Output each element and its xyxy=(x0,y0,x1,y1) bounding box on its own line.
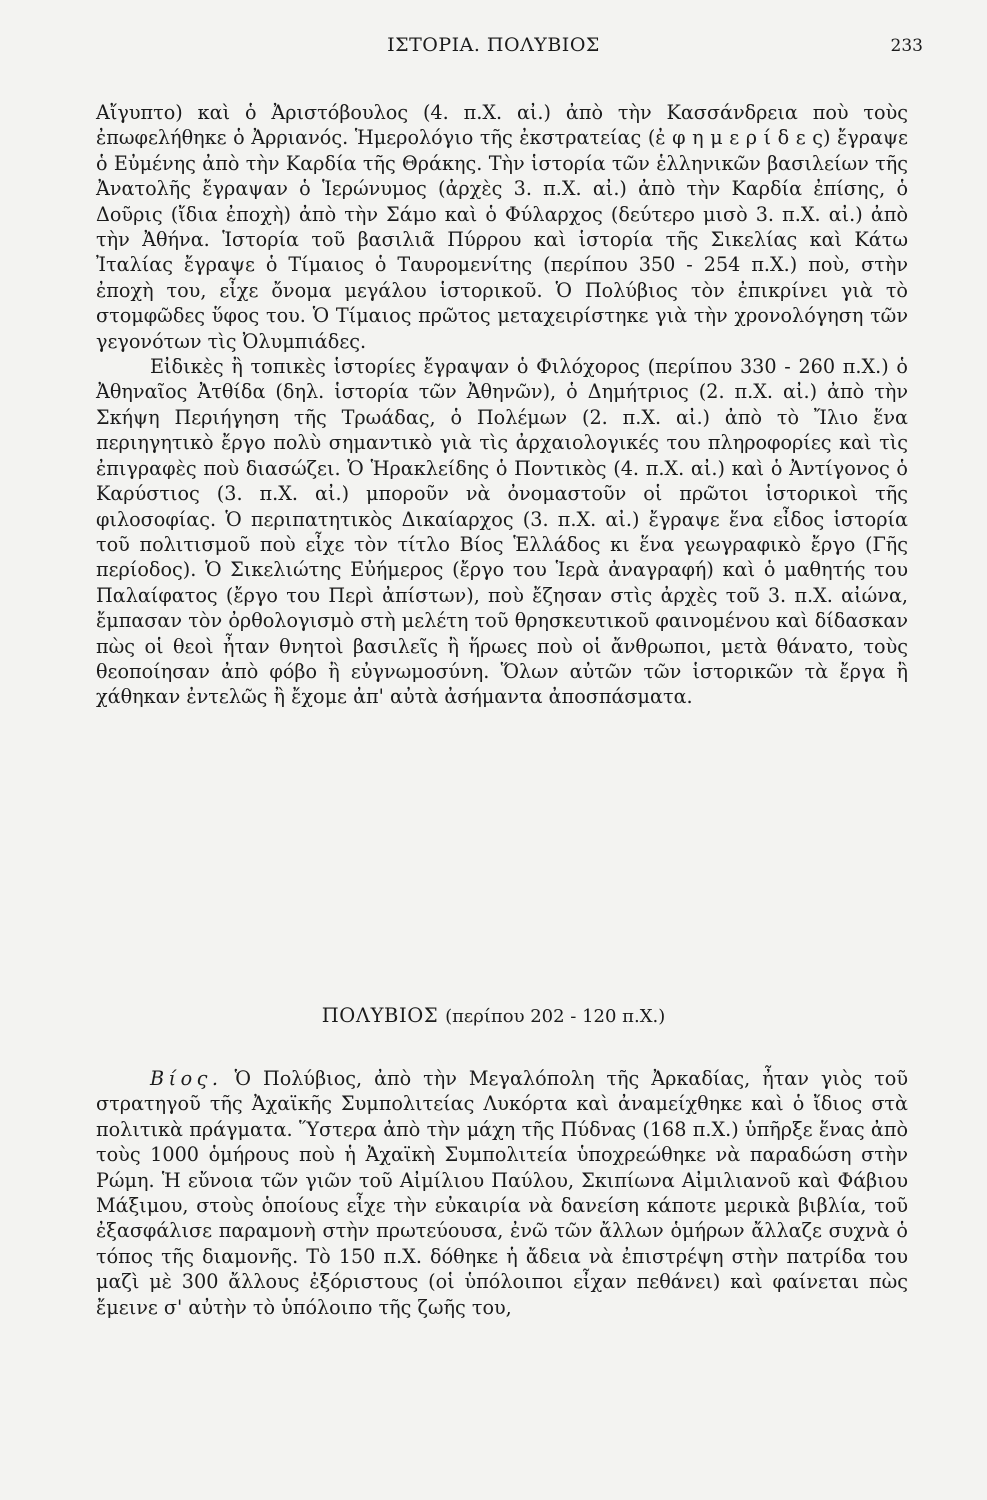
paragraph-3-text: Ὁ Πολύβιος, ἀπὸ τὴν Μεγαλόπολη τῆς Ἀρκαδίας, ἦταν γιὸς τοῦ στρατηγοῦ τῆς Ἀχαϊκῆς Συμπολιτείας Λυκόρτα καὶ ἀναμείχθηκε καὶ ὁ ἴδιος στὰ πολιτικὰ πράγματα. Ὕστερα ἀπὸ τὴν μάχη τῆς Πύδνας (168 π.Χ.) ὑπῆρξε ἕνας ἀπὸ τοὺς 1000 ὁμήρους ποὺ ἡ Ἀχαϊκὴ Συμπολιτεία ὑποχρεώθηκε νὰ παραδώση στὴν Ρώμη. Ἡ εὔνοια τῶν γιῶν τοῦ Αἰμίλιου Παύλου, Σκιπίωνα Αἰμιλιανοῦ καὶ Φάβιου Μάξιμου, στοὺς ὁποίους εἶχε τὴν εὐκαιρία νὰ δανείση κάποτε μερικὰ βιβλία, τοῦ ἐξασφάλισε παραμονὴ στὴν πρωτεύουσα, ἐνῶ τῶν ἄλλων ὁμήρων ἄλλαζε συχνὰ ὁ τόπος τῆς διαμονῆς. Τὸ 150 π.Χ. δόθηκε ἡ ἄδεια νὰ ἐπιστρέψη στὴν πατρίδα του μαζὶ μὲ 300 ἄλλους ἐξόριστους (οἱ ὑπόλοιποι εἶχαν πεθάνει) καὶ φαίνεται πὼς ἔμεινε σ' αὐτὴν τὸ ὑπόλοιπο τῆς ζωῆς του, xyxy=(96,1067,908,1319)
paragraph-2: Εἰδικὲς ἢ τοπικὲς ἱστορίες ἔγραψαν ὁ Φιλόχορος (περίπου 330 - 260 π.Χ.) ὁ Ἀθηναῖος Ἀτθίδα (δηλ. ἱστορία τῶν Ἀθηνῶν), ὁ Δημήτριος (2. π.Χ. αἰ.) ἀπὸ τὴν Σκήψη Περιήγηση τῆς Τρωάδας, ὁ Πολέμων (2. π.Χ. αἰ.) ἀπὸ τὸ Ἴλιο ἕνα περιηγητικὸ ἔργο πολὺ σημαντικὸ γιὰ τὶς ἀρχαιολογικές του πληροφορίες καὶ τὶς ἐπιγραφὲς ποὺ διασώζει. Ὁ Ἡρακλείδης ὁ Ποντικὸς (4. π.Χ. αἰ.) καὶ ὁ Ἀντίγονος ὁ Καρύστιος (3. π.Χ. αἰ.) μποροῦν νὰ ὀνομαστοῦν οἱ πρῶτοι ἱστορικοὶ τῆς φιλοσοφίας. Ὁ περιπατητικὸς Δικαίαρχος (3. π.Χ. αἰ.) ἔγραψε ἕνα εἶδος ἱστορία τοῦ πολιτισμοῦ ποὺ εἶχε τὸν τίτλο Βίος Ἑλλάδος κι ἕνα γεωγραφικὸ ἔργο (Γῆς περίοδος). Ὁ Σικελιώτης Εὐήμερος (ἔργο του Ἱερὰ ἀναγραφή) καὶ ὁ μαθητής του Παλαίφατος (ἔργο του Περὶ ἀπίστων), ποὺ ἔζησαν στὶς ἀρχὲς τοῦ 3. π.Χ. αἰώνα, ἔμπασαν τὸν ὀρθολογισμὸ στὴ μελέτη τοῦ θρησκευτικοῦ φαινομένου καὶ δίδασκαν πὼς οἱ θεοὶ ἦταν θνητοὶ βασιλεῖς ἢ ἥρωες ποὺ οἱ ἄνθρωποι, μετὰ θάνατο, τοὺς θεοποίησαν ἀπὸ φόβο ἢ εὐγνωμοσύνη. Ὅλων αὐτῶν τῶν ἱστορικῶν τὰ ἔργα ἢ χάθηκαν ἐντελῶς ἢ ἔχομε ἀπ' αὐτὰ ἀσήμαντα ἀποσπάσματα. xyxy=(96,355,908,709)
section-heading xyxy=(0,1004,987,1027)
page-number: 233 xyxy=(890,36,923,56)
paragraph-3 xyxy=(96,1066,908,1320)
text-block-lower xyxy=(96,1066,908,1320)
running-title: ΙΣΤΟΡΙΑ. ΠΟΛΥΒΙΟΣ xyxy=(387,34,600,56)
paragraph-3-lead: Βίος. xyxy=(150,1067,223,1090)
section-dates: (περίπου 202 - 120 π.Χ.) xyxy=(445,1006,666,1027)
text-block-upper xyxy=(96,100,908,710)
paragraph-1: Αἴγυπτο) καὶ ὁ Ἀριστόβουλος (4. π.Χ. αἰ.) ἀπὸ τὴν Κασσάνδρεια ποὺ τοὺς ἐπωφελήθηκε ὁ Ἀρριανός. Ἡμερολόγιο τῆς ἐκστρατείας (ἐ φ η μ ε ρ ί δ ε ς) ἔγραψε ὁ Εὐμένης ἀπὸ τὴν Καρδία τῆς Θράκης. Τὴν ἱστορία τῶν ἑλληνικῶν βασιλείων τῆς Ἀνατολῆς ἔγραψαν ὁ Ἱερώνυμος (ἀρχὲς 3. π.Χ. αἰ.) ἀπὸ τὴν Καρδία ἐπίσης, ὁ Δοῦρις (ἴδια ἐποχὴ) ἀπὸ τὴν Σάμο καὶ ὁ Φύλαρχος (δεύτερο μισὸ 3. π.Χ. αἰ.) ἀπὸ τὴν Ἀθήνα. Ἱστορία τοῦ βασιλιᾶ Πύρρου καὶ ἱστορία τῆς Σικελίας καὶ Κάτω Ἰταλίας ἔγραψε ὁ Τίμαιος ὁ Ταυρομενίτης (περίπου 350 - 254 π.Χ.) ποὺ, στὴν ἐποχὴ του, εἶχε ὄνομα μεγάλου ἱστορικοῦ. Ὁ Πολύβιος τὸν ἐπικρίνει γιὰ τὸ στομφῶδες ὕφος του. Ὁ Τίμαιος πρῶτος μεταχειρίστηκε γιὰ τὴν χρονολόγηση τῶν γεγονότων τὶς Ὀλυμπιάδες. xyxy=(96,101,908,353)
section-title: ΠΟΛΥΒΙΟΣ xyxy=(321,1004,439,1027)
